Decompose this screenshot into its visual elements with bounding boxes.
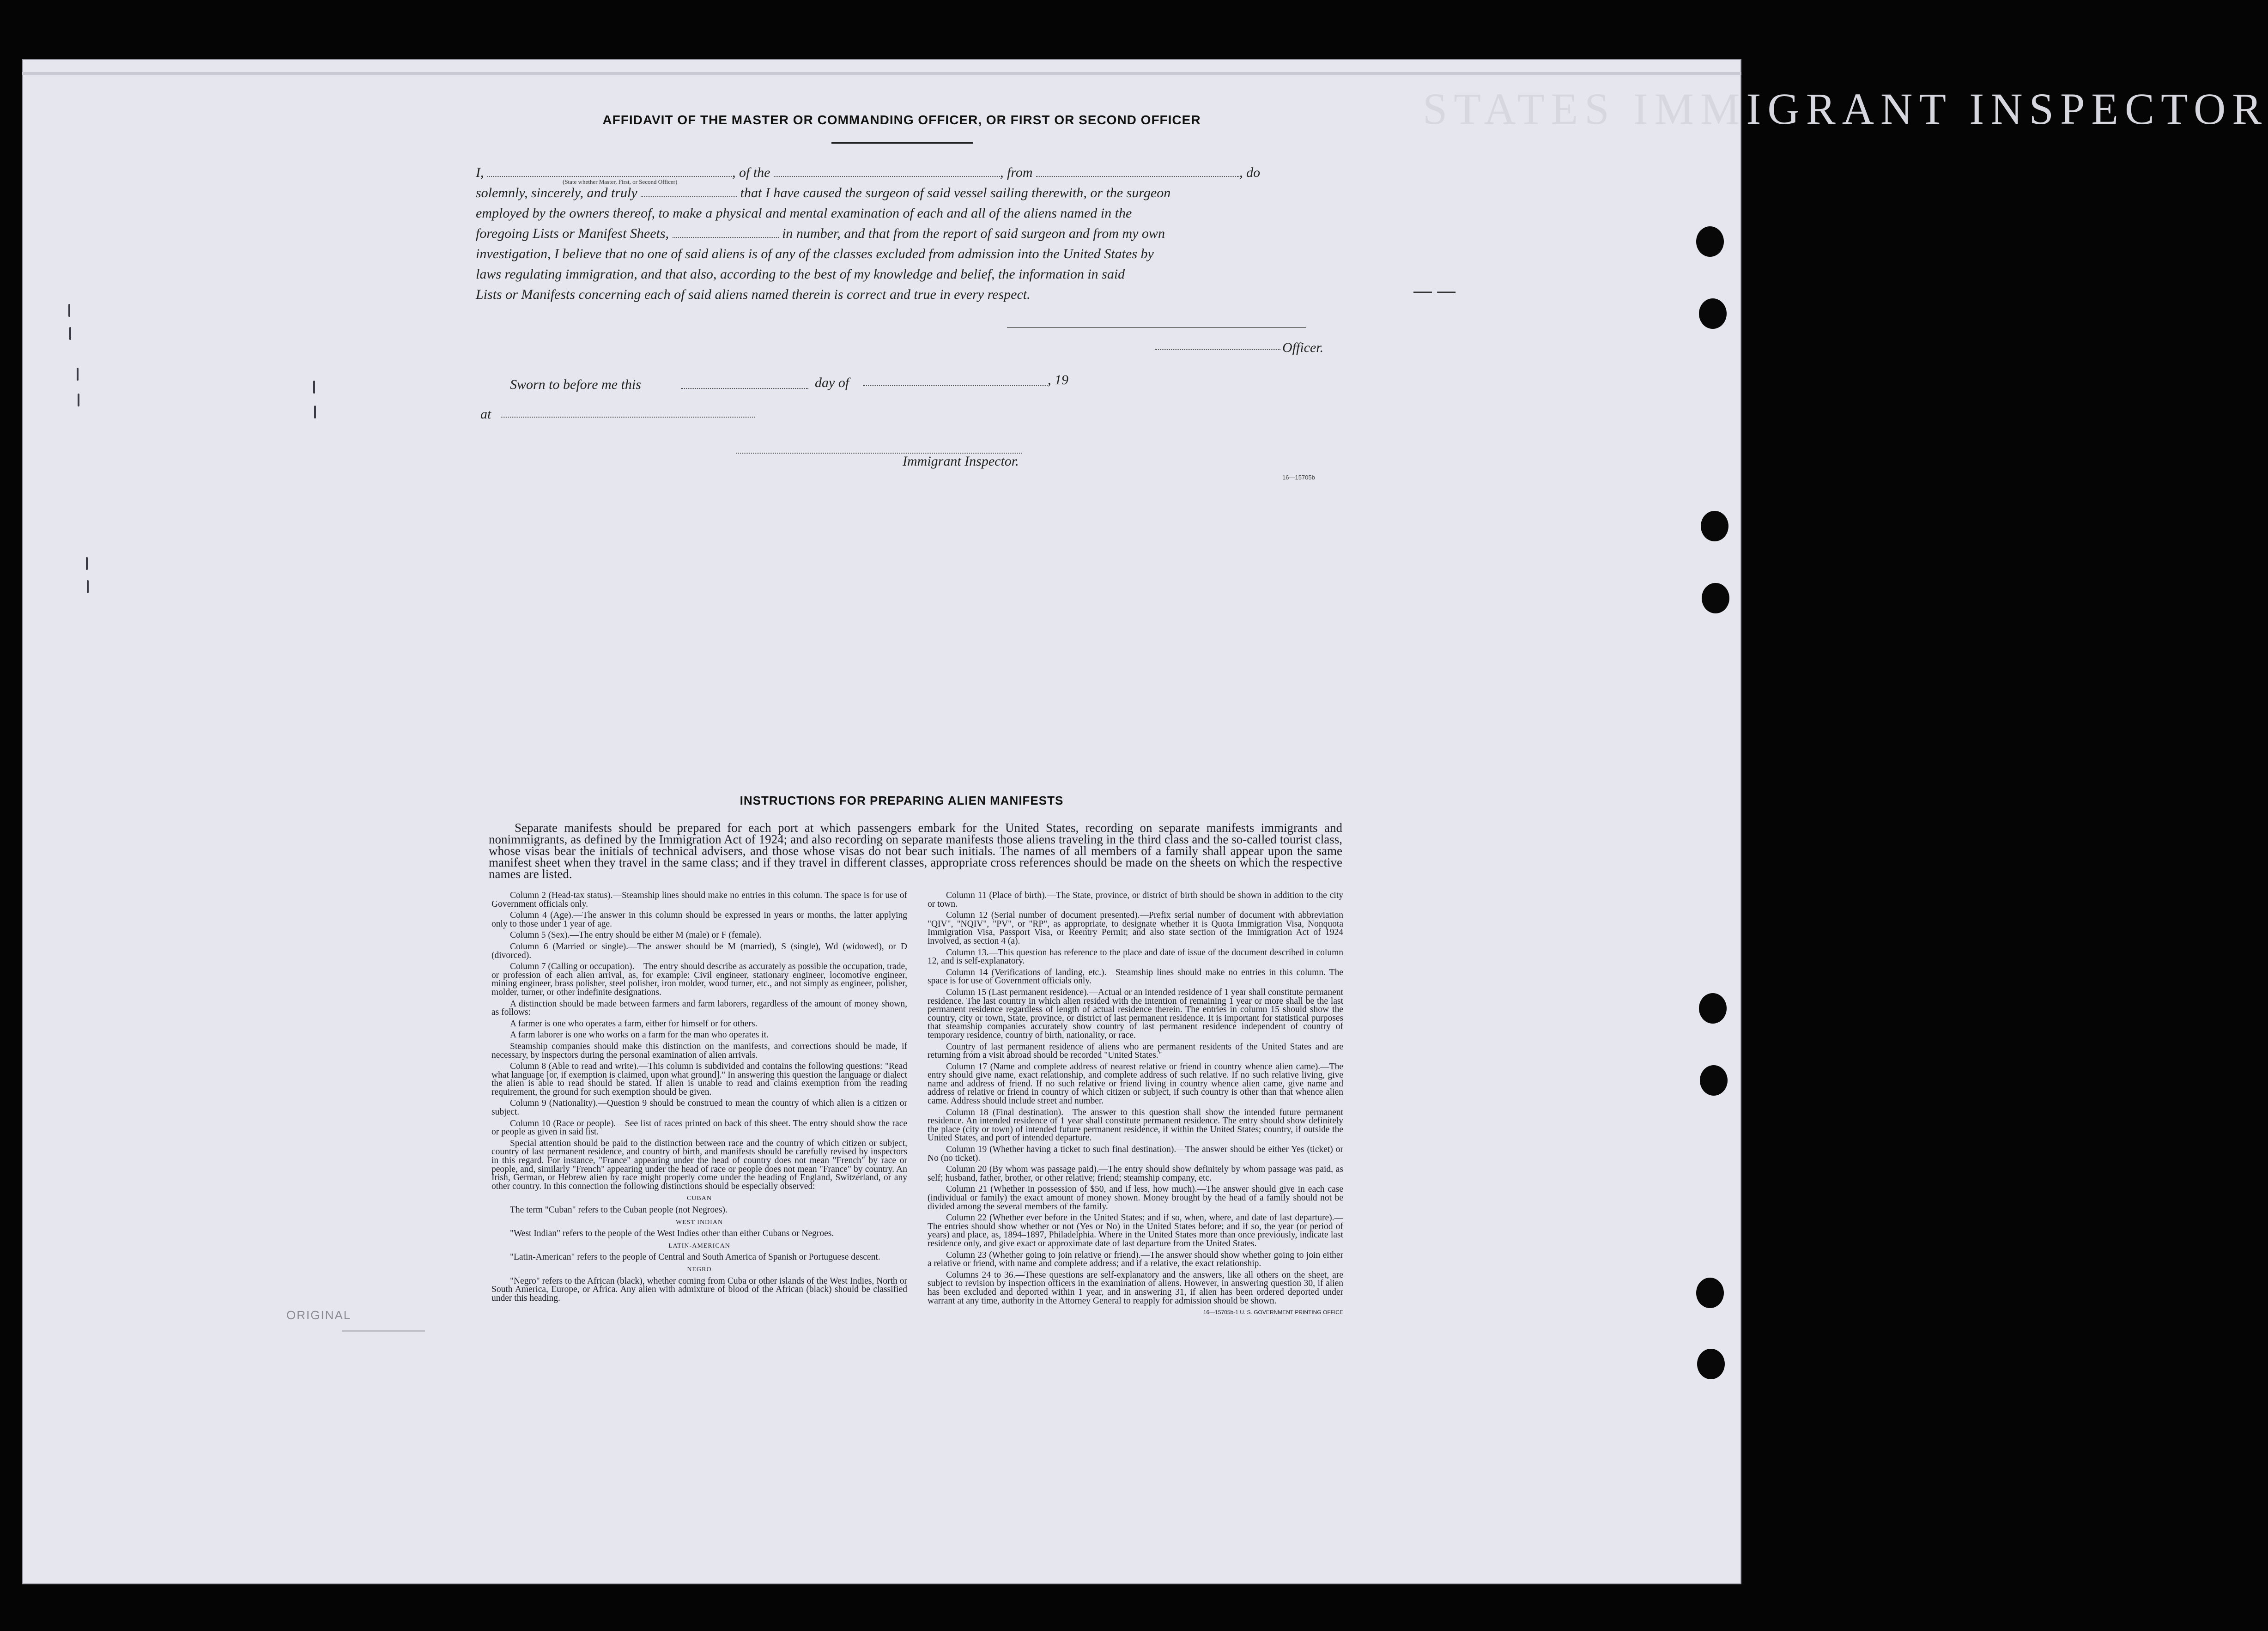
punch-hole [1696, 1278, 1724, 1308]
pen-mark: — — [1413, 281, 1456, 301]
col-13-text: Column 13.—This question has reference to the place and date of issue of the document described in column 12, and is self-explanatory. [928, 947, 1343, 966]
sworn-label: Sworn to before me this [510, 377, 641, 392]
margin-mark [87, 580, 89, 593]
margin-mark [77, 368, 79, 381]
from-label: , from [1000, 165, 1033, 180]
sworn-month-field[interactable] [863, 385, 1048, 386]
affidavit-line-3: employed by the owners thereof, to make a physical and mental examination of each and all of the aliens named in the [476, 206, 1132, 221]
distinction-text: A distinction should be made between farmers and farm laborers, regardless of the amount of money shown, as follows: [491, 999, 907, 1018]
margin-mark [68, 304, 70, 317]
faint-stamp: ORIGINAL [286, 1308, 352, 1322]
col-12-text: Column 12 (Serial number of document presented).—Prefix serial number of document with abbreviation "QIV", "NQIV", "PV", or "RP", as appropriate, to designate whether it is Quota Immigration Visa, Nonquota Immigration Visa, Passport Visa, or Reentry Permit; and also state section of the Immigration Act of 1924 involved, as section 4 (a). [928, 910, 1343, 946]
margin-mark [69, 327, 71, 340]
margin-mark [313, 381, 315, 394]
col-21-text: Column 21 (Whether in possession of $50, and if less, how much).—The answer should give in each case (individual or family) the exact amount of money shown. Money brought by the head of a family should not be divided among the several members of the family. [928, 1184, 1343, 1212]
day-of-label: day of [815, 375, 849, 390]
margin-mark [86, 557, 88, 570]
instructions-intro: Separate manifests should be prepared for each port at which passengers embark for the United States, recording on separate manifests immigrants and nonimmigrants, as defined by the Immigration Act of 1924; and also recording on separate manifests those aliens traveling in the third class and the so-called tourist class, whose visas bear the initials of technical advisers, and those whose visas do not bear such initials. The names of all members of a family shall appear upon the same manifest sheet when they travel in the same class; and if they travel in different classes, appropriate cross references should be made on the sheets on which the respective names are listed. [489, 821, 1342, 881]
port-field[interactable] [1036, 163, 1239, 177]
affidavit-line-6: laws regulating immigration, and that also, according to the best of my knowledge and belief, the information in said [476, 267, 1125, 282]
title-rule [831, 142, 973, 144]
instructions-title: INSTRUCTIONS FOR PREPARING ALIEN MANIFESTS [740, 794, 1064, 807]
heading-cuban: CUBAN [686, 1195, 712, 1202]
bleed-through-text: STATES IMMIGRANT INSPECTOR [1423, 84, 2268, 133]
form-code: 16—15705b [1282, 474, 1315, 481]
affidavit-text: foregoing Lists or Manifest Sheets, [476, 226, 669, 241]
punch-hole [1700, 1065, 1728, 1096]
punch-hole [1696, 226, 1724, 257]
col-10-text: Column 10 (Race or people).—See list of races printed on back of this sheet. The entry should show the race or people as given in said list. [491, 1118, 907, 1137]
country-residence-text: Country of last permanent residence of aliens who are permanent residents of the United States and are returning from a visit abroad should be recorded "United States." [928, 1042, 1343, 1061]
affidavit-text: in number, and that from the report of said surgeon and from my own [782, 226, 1165, 241]
at-place-field[interactable] [501, 417, 755, 418]
col-24-36-text: Columns 24 to 36.—These questions are self-explanatory and the answers, like all others on the sheet, are subject to revision by inspection officers in the examination of aliens. However, in answering question 30, if alien has been excluded and deported within 1 year, and in answering 31, if alien has been ordered deported under warrant at any time, authority in the Attorney General to reapply for admission should be shown. [928, 1270, 1343, 1306]
pencil-mark [342, 1330, 425, 1332]
officer-name-field[interactable] [487, 163, 732, 177]
affidavit-line-7: Lists or Manifests concerning each of said aliens named therein is correct and true in every respect. [476, 287, 1031, 302]
year-label: , 19 [1048, 372, 1068, 388]
affidavit-line-4 [476, 224, 1335, 243]
west-indian-text: "West Indian" refers to the people of the West Indies other than either Cubans or Negroes. [510, 1229, 834, 1239]
affidavit-line-5: investigation, I believe that no one of said aliens is of any of the classes excluded from admission into the United States by [476, 246, 1154, 261]
instructions-left-column [491, 891, 907, 1305]
col-6-text: Column 6 (Married or single).—The answer should be M (married), S (single), Wd (widowed), or D (divorced). [491, 941, 907, 960]
col-22-text: Column 22 (Whether ever before in the United States; and if so, when, where, and date of last departure).—The entries should show whether or not (Yes or No) in the United States before; and if so, the year (or period of years) and place, as, 1894–1897, Philadelphia. Where in the United States more than once previously, indicate last residence only, and give exact or approximate date of last departure from the United States. [928, 1213, 1343, 1249]
inspector-label: Immigrant Inspector. [903, 454, 1019, 469]
col-20-text: Column 20 (By whom was passage paid).—The entry should show definitely by whom passage was paid, as self; husband, father, brother, or other relative; friend; steamship company, etc. [928, 1164, 1343, 1183]
sworn-day-field[interactable] [681, 388, 808, 389]
margin-mark [78, 394, 79, 406]
punch-hole [1699, 298, 1727, 329]
affidavit-text: solemnly, sincerely, and truly [476, 185, 637, 200]
col-5-text: Column 5 (Sex).—The entry should be either M (male) or F (female). [510, 930, 762, 940]
officer-label: Officer. [1282, 340, 1324, 355]
col-19-text: Column 19 (Whether having a ticket to such final destination).—The answer should be either Yes (ticket) or No (no ticket). [928, 1145, 1343, 1163]
col-9-text: Column 9 (Nationality).—Question 9 should be construed to mean the country of which alien is a citizen or subject. [491, 1098, 907, 1117]
rank-field[interactable] [641, 183, 737, 197]
sheet-edge [22, 72, 1741, 75]
cuban-text: The term "Cuban" refers to the Cuban people (not Negroes). [510, 1205, 728, 1215]
rank-hint: (State whether Master, First, or Second Officer) [563, 178, 678, 185]
col-17-text: Column 17 (Name and complete address of nearest relative or friend in country whence alien came).—The entry should give name, exact relationship, and complete address of such relative. If no such relative living, give name and address of friend. If no such relative or friend living in country whence alien came, give name and address of relative or friend in country of which citizen or subject, if such country is other than that whence alien came. Address should include street and number. [928, 1061, 1343, 1106]
heading-latin-american: LATIN-AMERICAN [668, 1242, 730, 1249]
special-attention-text: Special attention should be paid to the distinction between race and the country of which citizen or subject, country of last permanent residence, and country of birth, and manifests should be carefully revised by inspectors in this regard. For instance, "France" appearing under the head of country does not mean "French" by race or people, and, similarly "French" appearing under the head of race or people does not mean "France" by country. An Irish, German, or Hebrew alien by race might properly come under the heading of England, Switzerland, or any other country. In this connection the following distinctions should be especially observed: [491, 1138, 907, 1191]
punch-hole [1699, 993, 1727, 1024]
affidavit-title: AFFIDAVIT OF THE MASTER OR COMMANDING OFFICER, OR FIRST OR SECOND OFFICER [602, 113, 1201, 127]
col-2-text: Column 2 (Head-tax status).—Steamship lines should make no entries in this column. The space is for use of Government officials only. [491, 891, 907, 909]
negro-text: "Negro" refers to the African (black), whether coming from Cuba or other islands of the West Indies, North or South America, Europe, or Africa. Any alien with admixture of blood of the African (black) should be classified under this heading. [491, 1276, 907, 1303]
sheet-count-field[interactable] [673, 224, 779, 238]
heading-west-indian: WEST INDIAN [675, 1219, 723, 1226]
col-7-text: Column 7 (Calling or occupation).—The entry should describe as accurately as possible the occupation, trade, or profession of each alien arrival, as, for example: Civil engineer, stationary engineer, locomotive engineer, mining engineer, brass polisher, steel polisher, iron molder, wood turner, etc., and not simply as engineer, polisher, molder, turner, or other indefinite designations. [491, 962, 907, 997]
farmer-text: A farmer is one who operates a farm, either for himself or for others. [510, 1019, 758, 1029]
signature-line[interactable] [1007, 327, 1306, 328]
col-4-text: Column 4 (Age).—The answer in this column should be expressed in years or months, the latter applying only to those under 1 year of age. [491, 910, 907, 929]
punch-hole [1701, 511, 1728, 541]
col-15-text: Column 15 (Last permanent residence).—Actual or an intended residence of 1 year shall constitute permanent residence. The last country in which alien resided with the intention of remaining 1 year or more shall be the last permanent residence regardless of length of actual residence therein. The entries in column 15 should show the country, city or town, State, province, or district of last permanent residence. It is important for statistical purposes that steamship companies accurately show country of last permanent residence independent of country of temporary residence, country of birth, nationality, or race. [928, 987, 1343, 1040]
at-label: at [480, 406, 491, 422]
col-14-text: Column 14 (Verifications of landing, etc.).—Steamship lines should make no entries in this column. The space is for use of Government officials only. [928, 967, 1343, 986]
col-11-text: Column 11 (Place of birth).—The State, province, or district of birth should be shown in addition to the city or town. [928, 891, 1343, 909]
instructions-right-column [928, 891, 1343, 1320]
printing-office-code: 16—15705b-1 U. S. GOVERNMENT PRINTING OFFICE [1203, 1309, 1343, 1316]
vessel-field[interactable] [774, 163, 1000, 177]
heading-negro: NEGRO [687, 1266, 712, 1273]
of-the-label: , of the [732, 165, 770, 180]
margin-mark [314, 406, 316, 418]
col-18-text: Column 18 (Final destination).—The answer to this question shall show the intended future permanent residence. An intended residence of 1 year shall constitute permanent residence. The entry should show definitely the place (city or town) of intended future permanent residence, if within the United States; country, if outside the United States, and port of intended departure. [928, 1107, 1343, 1143]
i-label: I, [476, 165, 484, 180]
col-23-text: Column 23 (Whether going to join relative or friend).—The answer should show whether going to join either a relative or friend, with name and complete address; and if a relative, the exact relationship. [928, 1250, 1343, 1269]
do-label: , do [1239, 165, 1261, 180]
punch-hole [1702, 583, 1729, 613]
affidavit-text: that I have caused the surgeon of said vessel sailing therewith, or the surgeon [740, 185, 1171, 200]
steamship-text: Steamship companies should make this distinction on the manifests, and corrections should be made, if necessary, by inspectors during the personal examination of alien arrivals. [491, 1041, 907, 1060]
punch-hole [1697, 1349, 1725, 1379]
col-8-text: Column 8 (Able to read and write).—This column is subdivided and contains the following questions: "Read what language [or, if exemption is claimed, upon what ground]." In answering this question the language or dialect the alien is able to read should be stated. If alien is unable to read and claims exemption from the reading requirement, the ground for such exemption should be given. [491, 1061, 907, 1097]
farm-laborer-text: A farm laborer is one who works on a farm for the man who operates it. [510, 1030, 769, 1040]
affidavit-line-2 [476, 183, 1335, 203]
officer-signature-field[interactable] [1155, 349, 1280, 350]
latin-american-text: "Latin-American" refers to the people of Central and South America of Spanish or Portuguese descent. [510, 1252, 880, 1262]
